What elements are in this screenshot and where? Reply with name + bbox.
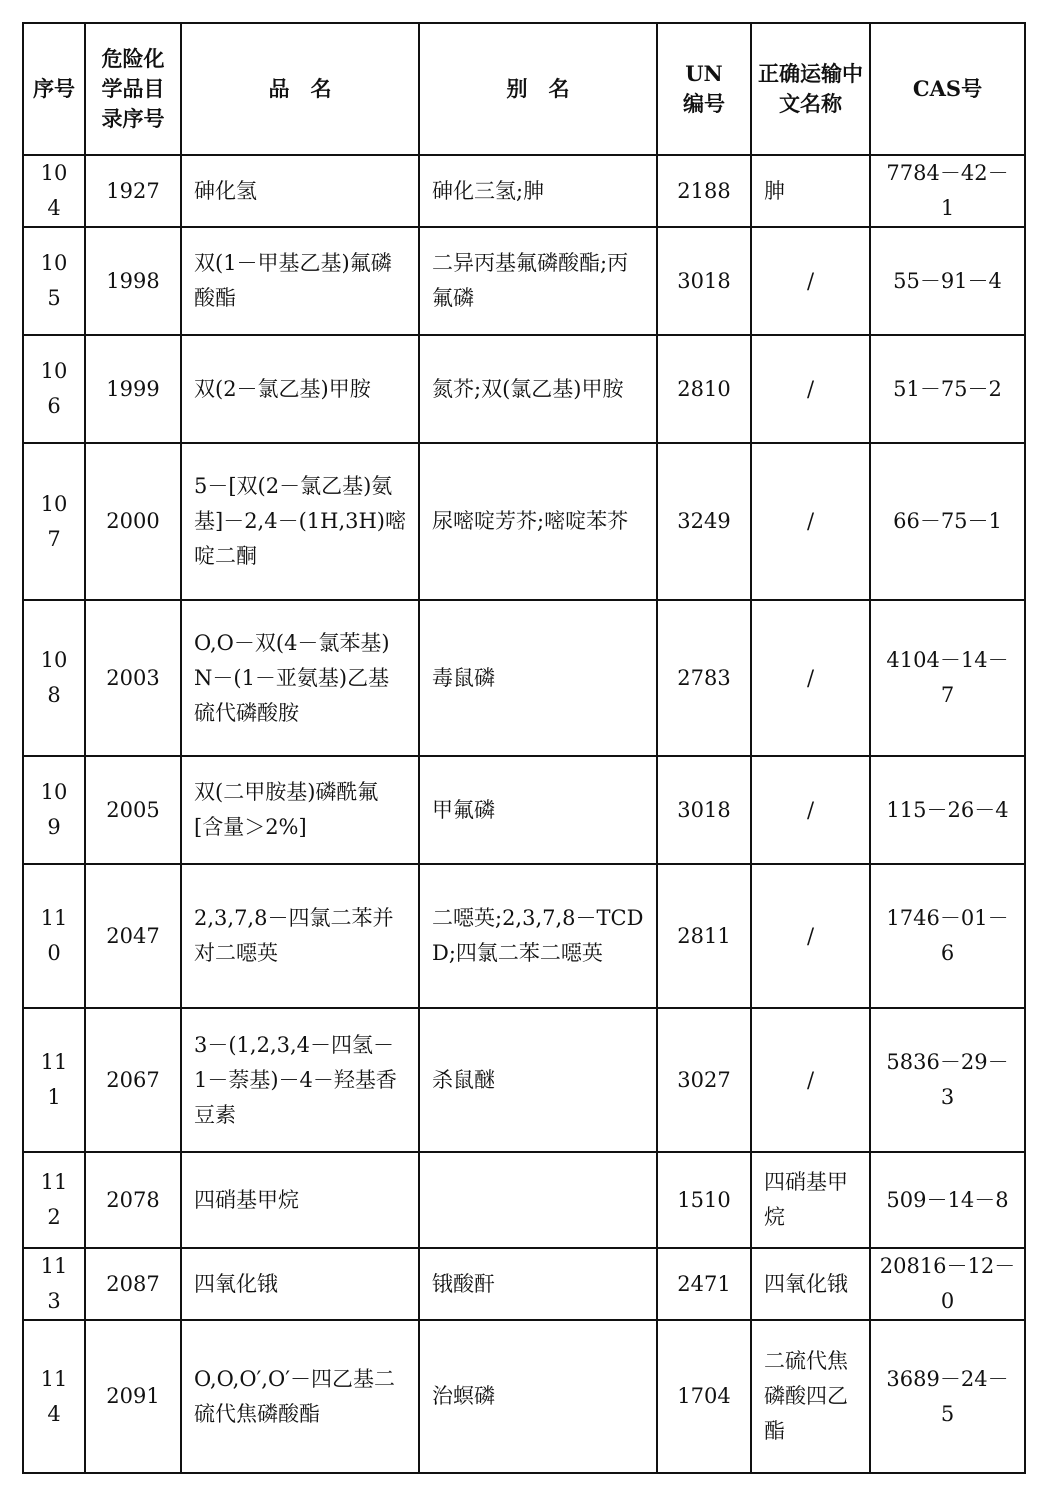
cell-name: 双(2－氯乙基)甲胺 (181, 335, 419, 443)
cell-name: 四氧化锇 (181, 1248, 419, 1320)
cell-cas: 51－75－2 (870, 335, 1025, 443)
header-cas: CAS号 (870, 23, 1025, 155)
cell-un-no: 3249 (657, 443, 751, 600)
cell-seq: 108 (23, 600, 85, 756)
cell-transport-name: / (751, 756, 870, 864)
cell-transport-name: / (751, 1008, 870, 1152)
cell-name: 双(1－甲基乙基)氟磷酸酯 (181, 227, 419, 335)
cell-cas: 115－26－4 (870, 756, 1025, 864)
header-name: 品 名 (181, 23, 419, 155)
table-row (23, 443, 1025, 600)
cell-catalog-no: 2067 (85, 1008, 181, 1152)
cell-catalog-no: 2087 (85, 1248, 181, 1320)
cell-cas: 3689－24－5 (870, 1320, 1025, 1473)
cell-catalog-no: 2000 (85, 443, 181, 600)
cell-name: O,O－双(4－氯苯基)N－(1－亚氨基)乙基硫代磷酸胺 (181, 600, 419, 756)
cell-un-no: 1704 (657, 1320, 751, 1473)
cell-un-no: 3027 (657, 1008, 751, 1152)
cell-seq: 106 (23, 335, 85, 443)
table-row (23, 1248, 1025, 1320)
cell-alias (419, 1152, 657, 1248)
cell-un-no: 2783 (657, 600, 751, 756)
cell-cas: 5836－29－3 (870, 1008, 1025, 1152)
cell-seq: 112 (23, 1152, 85, 1248)
cell-transport-name: 四氧化锇 (751, 1248, 870, 1320)
cell-catalog-no: 2005 (85, 756, 181, 864)
cell-un-no: 3018 (657, 227, 751, 335)
header-seq: 序号 (23, 23, 85, 155)
chemical-table-page (22, 22, 1024, 1474)
cell-cas: 20816－12－0 (870, 1248, 1025, 1320)
header-un-no: UN编号 (657, 23, 751, 155)
cell-un-no: 2188 (657, 155, 751, 227)
cell-transport-name: 胂 (751, 155, 870, 227)
cell-catalog-no: 2047 (85, 864, 181, 1008)
cell-name: 2,3,7,8－四氯二苯并对二噁英 (181, 864, 419, 1008)
cell-un-no: 2810 (657, 335, 751, 443)
cell-cas: 4104－14－7 (870, 600, 1025, 756)
cell-alias: 毒鼠磷 (419, 600, 657, 756)
table-row (23, 600, 1025, 756)
header-transport-name: 正确运输中文名称 (751, 23, 870, 155)
cell-transport-name: / (751, 443, 870, 600)
table-row (23, 756, 1025, 864)
table-row (23, 227, 1025, 335)
cell-cas: 509－14－8 (870, 1152, 1025, 1248)
cell-un-no: 2471 (657, 1248, 751, 1320)
cell-catalog-no: 1999 (85, 335, 181, 443)
cell-alias: 甲氟磷 (419, 756, 657, 864)
cell-seq: 104 (23, 155, 85, 227)
cell-name: 砷化氢 (181, 155, 419, 227)
cell-catalog-no: 2003 (85, 600, 181, 756)
cell-catalog-no: 2091 (85, 1320, 181, 1473)
hazardous-chemicals-table (22, 22, 1026, 1474)
cell-un-no: 1510 (657, 1152, 751, 1248)
cell-transport-name: 四硝基甲烷 (751, 1152, 870, 1248)
table-body (23, 155, 1025, 1473)
cell-alias: 治螟磷 (419, 1320, 657, 1473)
cell-transport-name: / (751, 864, 870, 1008)
cell-catalog-no: 1998 (85, 227, 181, 335)
table-row (23, 155, 1025, 227)
cell-un-no: 3018 (657, 756, 751, 864)
cell-cas: 55－91－4 (870, 227, 1025, 335)
cell-cas: 66－75－1 (870, 443, 1025, 600)
table-header-row (23, 23, 1025, 155)
table-row (23, 1008, 1025, 1152)
cell-seq: 111 (23, 1008, 85, 1152)
cell-alias: 尿嘧啶芳芥;嘧啶苯芥 (419, 443, 657, 600)
table-row (23, 335, 1025, 443)
cell-name: 3－(1,2,3,4－四氢－1－萘基)－4－羟基香豆素 (181, 1008, 419, 1152)
cell-seq: 114 (23, 1320, 85, 1473)
cell-alias: 二异丙基氟磷酸酯;丙氟磷 (419, 227, 657, 335)
cell-seq: 110 (23, 864, 85, 1008)
table-row (23, 864, 1025, 1008)
table-row (23, 1152, 1025, 1248)
cell-transport-name: 二硫代焦磷酸四乙酯 (751, 1320, 870, 1473)
cell-alias: 氮芥;双(氯乙基)甲胺 (419, 335, 657, 443)
cell-un-no: 2811 (657, 864, 751, 1008)
cell-catalog-no: 2078 (85, 1152, 181, 1248)
cell-seq: 105 (23, 227, 85, 335)
cell-seq: 113 (23, 1248, 85, 1320)
cell-seq: 109 (23, 756, 85, 864)
cell-catalog-no: 1927 (85, 155, 181, 227)
table-row (23, 1320, 1025, 1473)
cell-alias: 二噁英;2,3,7,8－TCDD;四氯二苯二噁英 (419, 864, 657, 1008)
cell-name: O,O,O′,O′－四乙基二硫代焦磷酸酯 (181, 1320, 419, 1473)
cell-cas: 1746－01－6 (870, 864, 1025, 1008)
cell-alias: 杀鼠醚 (419, 1008, 657, 1152)
cell-seq: 107 (23, 443, 85, 600)
cell-cas: 7784－42－1 (870, 155, 1025, 227)
cell-name: 5－[双(2－氯乙基)氨基]－2,4－(1H,3H)嘧啶二酮 (181, 443, 419, 600)
cell-alias: 砷化三氢;胂 (419, 155, 657, 227)
cell-transport-name: / (751, 335, 870, 443)
cell-alias: 锇酸酐 (419, 1248, 657, 1320)
cell-transport-name: / (751, 600, 870, 756)
header-alias: 别 名 (419, 23, 657, 155)
cell-transport-name: / (751, 227, 870, 335)
header-catalog-no: 危险化学品目录序号 (85, 23, 181, 155)
cell-name: 四硝基甲烷 (181, 1152, 419, 1248)
cell-name: 双(二甲胺基)磷酰氟[含量＞2%] (181, 756, 419, 864)
